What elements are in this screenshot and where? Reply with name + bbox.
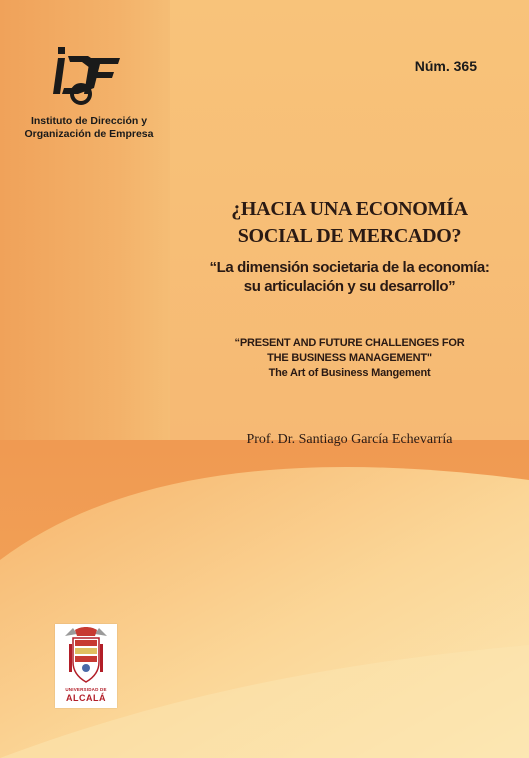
subtitle-line-1: “La dimensión societaria de la economía: [209, 259, 490, 276]
institute-name [14, 115, 164, 141]
subtitle [170, 258, 529, 296]
institute-line-2: Organización de Empresa [24, 128, 154, 140]
institute-line-1: Instituto de Dirección y [30, 115, 148, 127]
author-name: Prof. Dr. Santiago García Echevarría [246, 432, 453, 447]
title-line-1: ¿HACIA UNA ECONOMÍA [231, 198, 468, 220]
bottom-wave-decoration [0, 440, 529, 758]
main-title [170, 196, 529, 250]
issue-number: Núm. 365 [414, 58, 477, 74]
subtitle-line-2: su articulación y su desarrollo” [243, 278, 456, 295]
english-line-3: The Art of Business Mangement [268, 367, 431, 379]
seal-small-text: UNIVERSIDAD DE [65, 687, 107, 692]
title-line-2: SOCIAL DE MERCADO? [237, 225, 462, 247]
idoe-logo [48, 44, 122, 106]
english-title [170, 336, 529, 381]
university-seal [55, 624, 117, 708]
english-line-1: “PRESENT AND FUTURE CHALLENGES FOR [234, 337, 465, 349]
university-crest-icon [55, 624, 117, 686]
seal-name: ALCALÁ [66, 693, 106, 703]
english-line-2: THE BUSINESS MANAGEMENT" [267, 352, 432, 364]
